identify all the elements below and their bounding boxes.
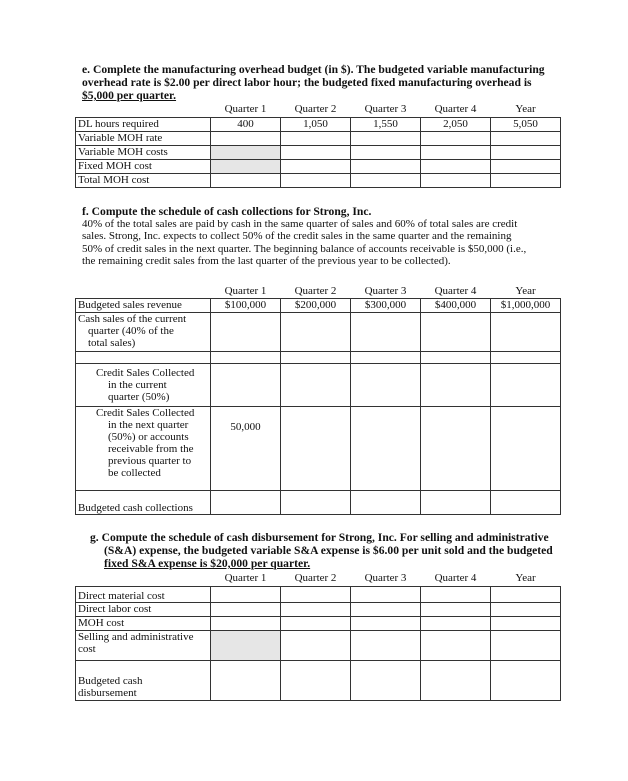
value-cell[interactable] (211, 586, 281, 602)
label-line: quarter (40% of the (88, 324, 174, 337)
spacer-row (76, 351, 561, 363)
value-cell[interactable] (281, 490, 351, 514)
value-cell[interactable] (281, 616, 351, 630)
section-e-heading-line: $5,000 per quarter. (82, 89, 177, 102)
column-header-quarter-1: Quarter 1 (211, 103, 281, 117)
moh-budget-table (75, 103, 561, 188)
label-line: be collected (108, 466, 161, 479)
value-cell[interactable] (491, 630, 561, 660)
column-header-year: Year (491, 572, 561, 586)
column-header-quarter-1: Quarter 1 (211, 572, 281, 586)
spacer-cell (491, 351, 561, 363)
value-cell[interactable] (351, 630, 421, 660)
paragraph-line: the remaining credit sales from the last quarter of the previous year to be collected). (82, 254, 451, 267)
label-line: Credit Sales Collected (96, 406, 195, 419)
row-label-dl-hours: DL hours required (76, 117, 211, 131)
paragraph-line: 50% of credit sales in the next quarter. The beginning balance of accounts receivable is $50,000 (i.e., (82, 242, 527, 255)
value-cell[interactable] (211, 312, 281, 351)
value-cell[interactable] (351, 616, 421, 630)
row-label-direct-labor-cost: Direct labor cost (76, 602, 211, 616)
table-header-row (76, 285, 561, 298)
row-label-direct-material-cost: Direct material cost (76, 586, 211, 602)
row-label-budgeted-cash-collections: Budgeted cash collections (76, 490, 211, 514)
table-row (76, 298, 561, 312)
cash-disbursement-table (75, 572, 561, 701)
value-cell[interactable] (351, 660, 421, 700)
value-cell[interactable] (351, 159, 421, 173)
spacer-cell (351, 351, 421, 363)
column-header-quarter-1: Quarter 1 (211, 285, 281, 298)
value-cell[interactable] (421, 490, 491, 514)
value-cell[interactable]: 2,050 (421, 117, 491, 131)
column-header-quarter-2: Quarter 2 (281, 285, 351, 298)
value-cell[interactable]: 50,000 (211, 406, 281, 490)
value-cell[interactable] (421, 586, 491, 602)
column-header-quarter-4: Quarter 4 (421, 103, 491, 117)
value-cell[interactable] (281, 363, 351, 406)
spacer-cell (281, 351, 351, 363)
value-cell[interactable] (491, 363, 561, 406)
spacer-cell (421, 351, 491, 363)
value-cell[interactable]: $1,000,000 (491, 298, 561, 312)
column-header-quarter-2: Quarter 2 (281, 572, 351, 586)
value-cell[interactable] (421, 630, 491, 660)
value-cell[interactable] (351, 312, 421, 351)
value-cell[interactable] (351, 131, 421, 145)
value-cell[interactable] (351, 173, 421, 187)
column-header-quarter-4: Quarter 4 (421, 285, 491, 298)
table-row (76, 602, 561, 616)
section-f-heading: f. Compute the schedule of cash collections for Strong, Inc. (82, 205, 372, 218)
value-cell[interactable]: 400 (211, 117, 281, 131)
value-cell[interactable] (421, 660, 491, 700)
row-label-cash-sales (76, 312, 211, 351)
value-cell[interactable] (491, 159, 561, 173)
value-cell[interactable]: $200,000 (281, 298, 351, 312)
value-cell[interactable]: 5,050 (491, 117, 561, 131)
value-cell[interactable] (491, 660, 561, 700)
column-header-year: Year (491, 103, 561, 117)
label-line: (50%) or accounts (108, 430, 189, 443)
table-row (76, 406, 561, 490)
section-g-heading-line: fixed S&A expense is $20,000 per quarter. (104, 557, 311, 570)
value-cell[interactable] (491, 173, 561, 187)
value-cell[interactable] (421, 173, 491, 187)
label-line: Budgeted cash (78, 674, 143, 687)
label-line: Credit Sales Collected (96, 366, 195, 379)
label-line: quarter (50%) (108, 390, 170, 403)
value-cell[interactable] (421, 406, 491, 490)
value-cell[interactable] (491, 602, 561, 616)
section-g-heading-line: g. Compute the schedule of cash disbursement for Strong, Inc. For selling and administrative (90, 531, 549, 544)
value-cell[interactable] (281, 602, 351, 616)
value-cell[interactable] (421, 145, 491, 159)
row-label-selling-admin-cost (76, 630, 211, 660)
section-e-heading-line: overhead rate is $2.00 per direct labor hour; the budgeted fixed manufacturing overhead is (82, 76, 532, 89)
value-cell[interactable] (211, 131, 281, 145)
table-header-row (76, 572, 561, 586)
column-header-year: Year (491, 285, 561, 298)
label-line: receivable from the (108, 442, 194, 455)
label-line: in the next quarter (108, 418, 189, 431)
table-row (76, 159, 561, 173)
value-cell[interactable] (281, 131, 351, 145)
column-header-quarter-3: Quarter 3 (351, 285, 421, 298)
shaded-cell (211, 159, 281, 173)
section-g-heading-line: (S&A) expense, the budgeted variable S&A expense is $6.00 per unit sold and the budgeted (104, 544, 553, 557)
value-cell[interactable] (351, 363, 421, 406)
value-cell[interactable] (281, 406, 351, 490)
row-label-total-moh-cost: Total MOH cost (76, 173, 211, 187)
table-row (76, 490, 561, 514)
table-row (76, 660, 561, 700)
label-line: Cash sales of the current (78, 312, 187, 325)
label-line: previous quarter to (108, 454, 192, 467)
shaded-cell (211, 145, 281, 159)
value-cell[interactable] (491, 586, 561, 602)
value-cell[interactable] (281, 586, 351, 602)
table-row (76, 117, 561, 131)
spacer-cell (211, 351, 281, 363)
value-cell[interactable] (281, 173, 351, 187)
table-row (76, 312, 561, 351)
value-cell[interactable] (281, 660, 351, 700)
value-cell[interactable] (351, 145, 421, 159)
section-e-heading-line: e. Complete the manufacturing overhead budget (in $). The budgeted variable manufacturing (82, 63, 545, 76)
value-cell[interactable]: 1,050 (281, 117, 351, 131)
column-header-quarter-3: Quarter 3 (351, 572, 421, 586)
table-row (76, 173, 561, 187)
value-cell[interactable] (351, 602, 421, 616)
label-line: cost (78, 642, 96, 655)
shaded-cell (211, 630, 281, 660)
row-label-variable-moh-costs: Variable MOH costs (76, 145, 211, 159)
row-label-credit-sales-current (76, 363, 211, 406)
table-header-row (76, 103, 561, 117)
table-row (76, 363, 561, 406)
table-row (76, 145, 561, 159)
row-label-moh-cost: MOH cost (76, 616, 211, 630)
value-cell[interactable] (211, 363, 281, 406)
table-row (76, 616, 561, 630)
value-cell[interactable] (351, 406, 421, 490)
value-cell[interactable]: $400,000 (421, 298, 491, 312)
value-cell[interactable] (491, 490, 561, 514)
value-cell[interactable] (281, 145, 351, 159)
value-cell[interactable] (211, 602, 281, 616)
paragraph-line: 40% of the total sales are paid by cash in the same quarter of sales and 60% of total sales are credit (82, 218, 518, 230)
table-row (76, 131, 561, 145)
value-cell[interactable] (281, 312, 351, 351)
row-label-variable-moh-rate: Variable MOH rate (76, 131, 211, 145)
value-cell[interactable] (351, 586, 421, 602)
value-cell[interactable] (491, 406, 561, 490)
value-cell[interactable]: 1,550 (351, 117, 421, 131)
row-label-credit-sales-next (76, 406, 211, 490)
value-cell[interactable] (421, 312, 491, 351)
paragraph-line: sales. Strong, Inc. expects to collect 50% of the credit sales in the same quarter and the remaining (82, 230, 512, 243)
value-cell[interactable] (281, 159, 351, 173)
value-cell[interactable] (421, 602, 491, 616)
value-cell[interactable] (421, 131, 491, 145)
label-line: disbursement (78, 686, 137, 699)
label-line: Selling and administrative (78, 630, 194, 643)
value-cell[interactable] (211, 173, 281, 187)
row-label-budgeted-sales-revenue: Budgeted sales revenue (76, 298, 211, 312)
value-cell[interactable]: $100,000 (211, 298, 281, 312)
section-g-heading (90, 531, 570, 570)
value-cell[interactable] (211, 616, 281, 630)
table-row (76, 586, 561, 602)
value-cell[interactable] (351, 490, 421, 514)
label-line: total sales) (88, 336, 136, 349)
value-cell[interactable] (421, 363, 491, 406)
section-e-heading (82, 63, 582, 102)
value-cell[interactable] (211, 490, 281, 514)
value-cell[interactable] (421, 616, 491, 630)
table-row (76, 630, 561, 660)
value-cell[interactable] (491, 145, 561, 159)
value-cell[interactable] (211, 660, 281, 700)
column-header-quarter-4: Quarter 4 (421, 572, 491, 586)
row-label-budgeted-cash-disbursement (76, 660, 211, 700)
value-cell[interactable] (281, 630, 351, 660)
label-line: in the current (108, 378, 167, 391)
value-cell[interactable] (421, 159, 491, 173)
row-label-fixed-moh-cost: Fixed MOH cost (76, 159, 211, 173)
value-cell[interactable] (491, 616, 561, 630)
value-cell[interactable] (491, 131, 561, 145)
column-header-quarter-2: Quarter 2 (281, 103, 351, 117)
empty-header-cell (76, 572, 211, 586)
empty-header-cell (76, 103, 211, 117)
empty-header-cell (76, 285, 211, 298)
section-f-paragraph (82, 218, 562, 267)
cash-collections-table (75, 285, 561, 515)
spacer-cell (76, 351, 211, 363)
column-header-quarter-3: Quarter 3 (351, 103, 421, 117)
value-cell[interactable] (491, 312, 561, 351)
value-cell[interactable]: $300,000 (351, 298, 421, 312)
